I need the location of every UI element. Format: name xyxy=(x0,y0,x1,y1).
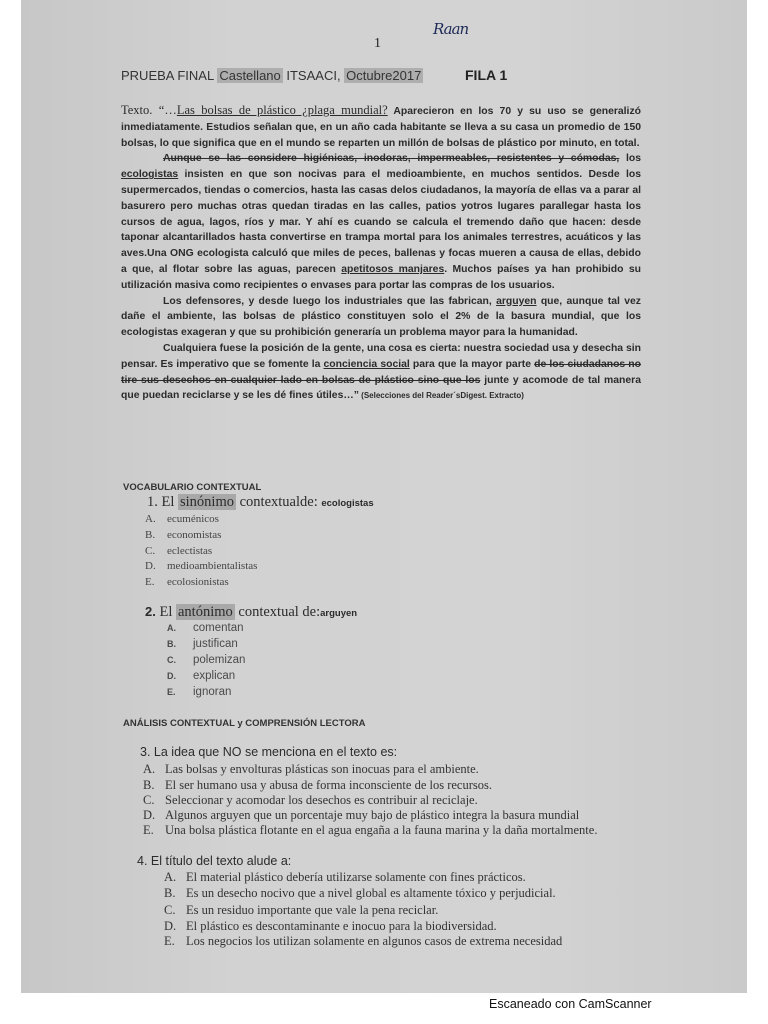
text-p4-strike: de los ciudadanos no tire sus desechos en cualquier lado en bolsas de plástico sino que los xyxy=(121,358,641,386)
q3-option-d[interactable] xyxy=(143,808,579,823)
option-text: ecolosionistas xyxy=(167,576,229,588)
q2-option-c[interactable] xyxy=(167,654,245,666)
text-p1-body: Aparecieron en los 70 y su uso se generalizó inmediatamente. Estudios señalan que, en un año cada habitante se lleva a su casa un promedio de 150 bolsas, lo que significa que en el mundo se reparten un millón de bolsas de plástico por minuto, en total. xyxy=(121,106,641,149)
text-p2-b: insisten en que son nocivas para el medioambiente, en muchos sentidos. Desde los supermercados, tiendas o comercios, hasta las casas delos ciudadanos, la mayoría de ellas va a parar al basurero pero muchas otras quedan tiradas en las calles, patios yotros lugares parallegar hasta los cursos de agua, lagos, ríos y mar. Y ahí es cuando se calcula el tremendo daño que hacen: desde taponar alcantarillados hasta convertirse en trampa mortal para los animales terrestres, acuáticos y las aves.Una ONG ecologista calculó que miles de peces, ballenas y focas mueren a causa de ellas, debido a que, al flotar sobre las aguas, parecen xyxy=(121,169,641,275)
option-text: eclectistas xyxy=(167,545,213,557)
reading-text xyxy=(121,103,641,404)
q3-option-a[interactable] xyxy=(143,762,479,777)
question-1-highlight: sinónimo xyxy=(180,494,234,510)
question-2-keyword: arguyen xyxy=(320,608,358,619)
option-text: polemizan xyxy=(193,654,246,666)
option-text: justifican xyxy=(193,638,238,650)
option-text: economistas xyxy=(167,529,222,541)
text-paragraph-4 xyxy=(121,341,641,404)
q2-option-a[interactable] xyxy=(167,622,244,634)
question-1 xyxy=(147,494,374,511)
option-text: explican xyxy=(193,670,236,682)
header-prefix: PRUEBA FINAL xyxy=(121,68,218,83)
q1-option-d[interactable] xyxy=(145,560,257,572)
option-letter: D. xyxy=(143,808,156,822)
option-letter: C. xyxy=(143,793,155,807)
option-text: El ser humano usa y abusa de forma inconsciente de los recursos. xyxy=(165,778,492,792)
option-text: Es un residuo importante que vale la pena reciclar. xyxy=(186,903,439,917)
question-2-number: 2. xyxy=(145,604,156,619)
section-analisis: ANÁLISIS CONTEXTUAL y COMPRENSIÓN LECTORA xyxy=(123,718,366,729)
question-1-number: 1. xyxy=(147,494,158,510)
option-text: ecuménicos xyxy=(167,513,219,525)
question-2 xyxy=(145,604,357,621)
text-p4-b: para que la mayor parte xyxy=(409,358,535,370)
option-letter: D. xyxy=(167,671,176,681)
q2-option-d[interactable] xyxy=(167,670,235,682)
q3-option-b[interactable] xyxy=(143,778,492,793)
text-paragraph-2 xyxy=(121,151,641,293)
text-p4-a: Cualquiera fuese la posición de la gente, una cosa es cierta: nuestra sociedad usa y desecha sin pensar. Es imperativo que se fomente la xyxy=(121,342,641,370)
option-text: Algunos arguyen que un porcentaje muy bajo de plástico integra la basura mundial xyxy=(165,808,580,822)
option-text: ignoran xyxy=(193,686,232,698)
text-source: (Selecciones del Reader´sDigest. Extracto) xyxy=(358,391,524,401)
q1-option-a[interactable] xyxy=(145,513,219,525)
option-letter: E. xyxy=(164,934,175,948)
question-1-pre: El xyxy=(157,494,179,510)
option-text: El material plástico debería utilizarse solamente con fines prácticos. xyxy=(186,870,526,884)
q1-option-c[interactable] xyxy=(145,545,212,557)
q3-option-e[interactable] xyxy=(143,823,597,838)
scanned-exam-page xyxy=(21,0,747,993)
text-p2-strike: Aunque se las considere higiénicas, inodoras, impermeables, resistentes y cómodas, xyxy=(163,153,620,165)
q1-option-e[interactable] xyxy=(145,576,229,588)
question-2-pre: El xyxy=(155,604,176,620)
option-letter: B. xyxy=(167,639,176,649)
option-letter: B. xyxy=(145,529,156,541)
question-2-highlight: antónimo xyxy=(177,604,233,620)
q4-option-e[interactable] xyxy=(164,934,562,949)
option-letter: B. xyxy=(164,886,176,900)
option-letter: E. xyxy=(145,576,155,588)
text-p2-a: los xyxy=(619,153,641,165)
page-number: 1 xyxy=(374,36,381,51)
exam-header xyxy=(121,68,423,83)
option-letter: D. xyxy=(145,560,156,572)
q2-option-b[interactable] xyxy=(167,638,238,650)
header-date: Octubre2017 xyxy=(346,68,422,83)
option-text: Una bolsa plástica flotante en el agua engaña a la fauna marina y la daña mortalmente. xyxy=(165,823,598,837)
q4-option-a[interactable] xyxy=(164,870,526,885)
text-title: Las bolsas de plástico ¿plaga mundial? xyxy=(176,103,388,117)
text-p2-underline-manjares: apetitosos manjares xyxy=(341,263,445,275)
handwritten-scribble: Raan xyxy=(433,20,469,38)
option-letter: C. xyxy=(167,655,176,665)
text-paragraph-1 xyxy=(121,103,641,151)
option-letter: A. xyxy=(167,623,176,633)
fila-label: FILA 1 xyxy=(465,67,508,83)
q4-option-c[interactable] xyxy=(164,903,438,918)
question-2-post: contextual de: xyxy=(234,604,321,620)
q1-option-b[interactable] xyxy=(145,529,221,541)
question-4-stem: El título del texto alude a: xyxy=(147,854,292,868)
question-1-keyword: ecologistas xyxy=(321,498,374,509)
option-letter: A. xyxy=(164,870,177,884)
question-1-post: contextualde: xyxy=(236,494,322,510)
header-institution: ITSAACI, xyxy=(282,68,345,83)
text-p3-underline-arguyen: arguyen xyxy=(496,295,537,307)
option-letter: D. xyxy=(164,919,177,933)
text-paragraph-3 xyxy=(121,294,641,341)
question-4 xyxy=(137,854,291,868)
option-letter: C. xyxy=(164,903,176,917)
text-open-quote: “… xyxy=(158,103,177,117)
option-letter: E. xyxy=(167,687,176,697)
option-letter: C. xyxy=(145,545,156,557)
option-text: El plástico es descontaminante e inocuo para la biodiversidad. xyxy=(186,919,497,933)
option-letter: A. xyxy=(143,762,156,776)
text-p4-c: junte y acomode de tal manera que puedan reciclarse y se les dé fines útiles…” xyxy=(121,374,641,402)
option-letter: B. xyxy=(143,778,155,792)
option-letter: A. xyxy=(145,513,156,525)
question-3-number: 3. xyxy=(140,745,151,759)
q2-option-e[interactable] xyxy=(167,686,231,698)
question-3 xyxy=(140,745,397,759)
text-p3-a: Los defensores, y desde luego los industriales que las fabrican, xyxy=(163,295,497,307)
option-text: medioambientalistas xyxy=(167,560,258,572)
question-3-stem: La idea que NO se menciona en el texto es: xyxy=(150,745,398,759)
header-subject: Castellano xyxy=(219,68,281,83)
option-text: Seleccionar y acomodar los desechos es contribuir al reciclaje. xyxy=(165,793,478,807)
text-p3-b: que, aunque tal vez dañe el ambiente, las bolsas de plástico constituyen solo el 2% de la basura mundial, que los ecologistas exageran y que su prohibición generaría un problema mayor para la humanidad. xyxy=(121,295,641,339)
text-p2-underline-ecologistas: ecologistas xyxy=(121,169,179,181)
option-text: comentan xyxy=(193,622,244,634)
text-p2-c: . Muchos países ya han prohibido su utilización masiva como recipientes o envases para portar las compras de los usuarios. xyxy=(121,263,642,291)
option-text: Las bolsas y envolturas plásticas son inocuas para el ambiente. xyxy=(165,762,479,776)
option-letter: E. xyxy=(143,823,154,837)
text-label: Texto. xyxy=(121,103,159,117)
option-text: Los negocios los utilizan solamente en algunos casos de extrema necesidad xyxy=(186,934,563,948)
question-4-number: 4. xyxy=(137,854,148,868)
q4-option-b[interactable] xyxy=(164,886,556,901)
text-p4-underline-conciencia: conciencia social xyxy=(323,358,410,370)
camscanner-footer: Escaneado con CamScanner xyxy=(489,997,652,1011)
option-text: Es un desecho nocivo que a nivel global es altamente tóxico y perjudicial. xyxy=(186,886,556,900)
q4-option-d[interactable] xyxy=(164,919,497,934)
section-vocabulario: VOCABULARIO CONTEXTUAL xyxy=(123,482,262,493)
q3-option-c[interactable] xyxy=(143,793,478,808)
